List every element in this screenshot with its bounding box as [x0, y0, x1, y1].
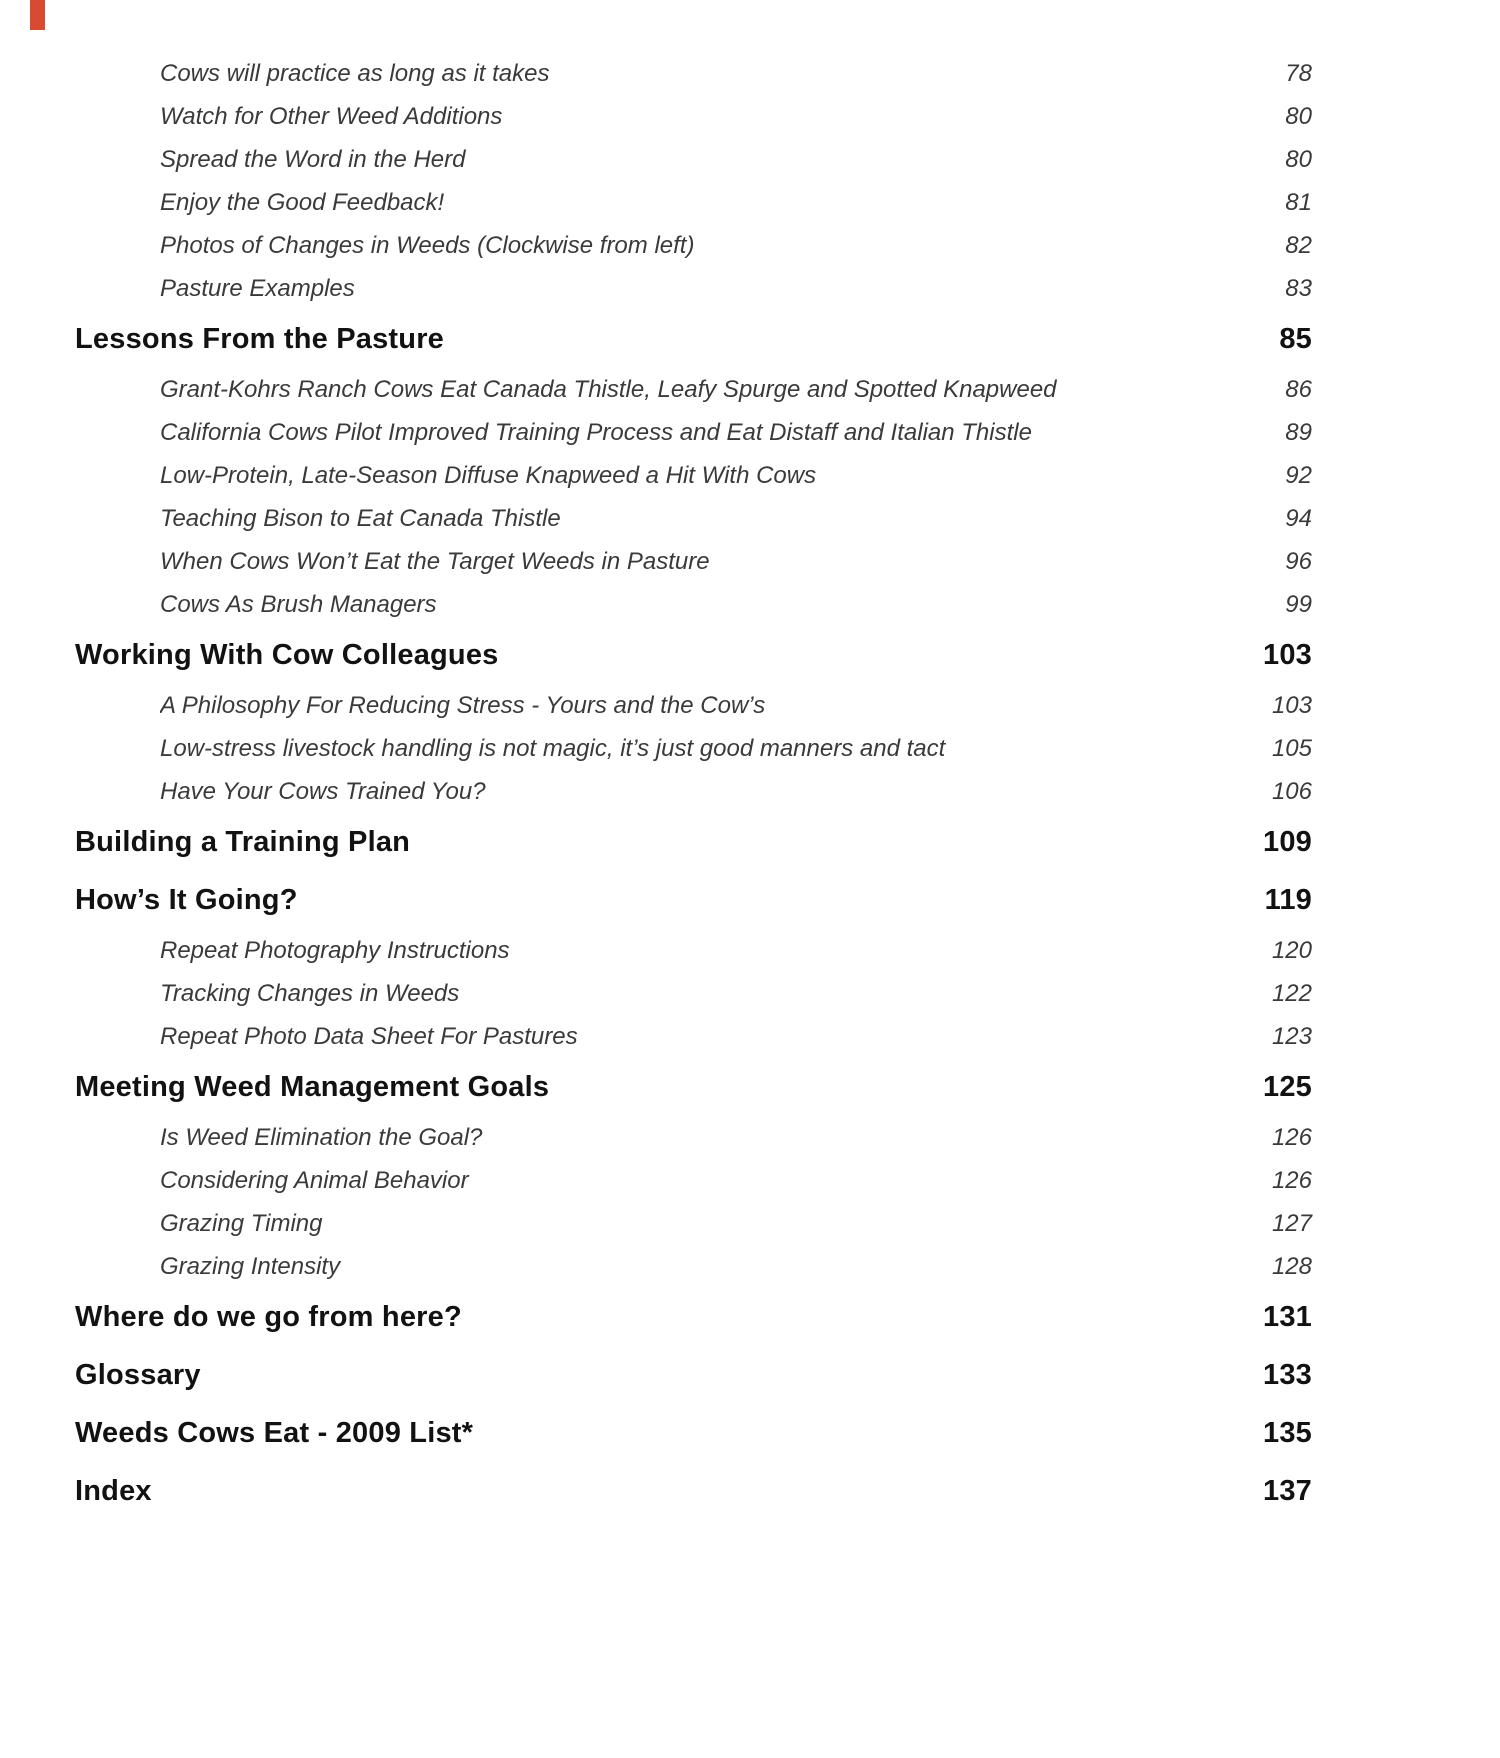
toc-heading-label: Weeds Cows Eat - 2009 List* [75, 1416, 474, 1449]
toc-entry-row [75, 368, 1312, 411]
toc-heading-page: 133 [1263, 1358, 1312, 1391]
toc-heading-row [75, 1346, 1312, 1404]
toc-entry-row [75, 454, 1312, 497]
toc-heading-page: 119 [1264, 883, 1312, 916]
toc-heading-label: Working With Cow Colleagues [75, 638, 499, 671]
toc-entry-label: Low-stress livestock handling is not magic, it’s just good manners and tact [160, 734, 946, 762]
toc-heading-label: Lessons From the Pasture [75, 322, 445, 355]
toc-entry-page: 86 [1285, 375, 1312, 403]
toc-entry-label: Have Your Cows Trained You? [160, 777, 486, 805]
toc-entry-row [75, 224, 1312, 267]
toc-heading-page: 135 [1263, 1416, 1312, 1449]
toc-heading-label: How’s It Going? [75, 883, 298, 916]
toc-entry-page: 82 [1285, 231, 1312, 259]
toc-entry-label: Spread the Word in the Herd [160, 145, 466, 173]
toc-entry-label: Repeat Photo Data Sheet For Pastures [160, 1022, 578, 1050]
toc-heading-row [75, 1288, 1312, 1346]
toc-heading-page: 125 [1263, 1070, 1312, 1103]
toc-entry-row [75, 770, 1312, 813]
toc-entry-label: Repeat Photography Instructions [160, 936, 510, 964]
toc-heading-label: Meeting Weed Management Goals [75, 1070, 550, 1103]
toc-entry-row [75, 95, 1312, 138]
toc-heading-label: Glossary [75, 1358, 201, 1391]
toc-entry-row [75, 52, 1312, 95]
toc-entry-row [75, 727, 1312, 770]
toc-entry-page: 123 [1271, 1022, 1312, 1050]
toc-entry-row [75, 1116, 1312, 1159]
toc-entry-label: Low-Protein, Late-Season Diffuse Knapweed a Hit With Cows [160, 461, 817, 489]
toc-list [75, 52, 1312, 1520]
toc-entry-page: 78 [1285, 59, 1312, 87]
toc-entry-page: 103 [1271, 691, 1312, 719]
toc-heading-page: 103 [1263, 638, 1312, 671]
toc-entry-page: 89 [1285, 418, 1312, 446]
toc-entry-label: Tracking Changes in Weeds [160, 979, 460, 1007]
toc-entry-row [75, 411, 1312, 454]
toc-entry-page: 126 [1271, 1123, 1312, 1151]
toc-entry-page: 80 [1285, 145, 1312, 173]
toc-entry-label: Grant-Kohrs Ranch Cows Eat Canada Thistle, Leafy Spurge and Spotted Knapweed [160, 375, 1057, 403]
toc-entry-label: Pasture Examples [160, 274, 355, 302]
toc-entry-page: 106 [1271, 777, 1312, 805]
toc-heading-page: 109 [1263, 825, 1312, 858]
toc-entry-label: Cows As Brush Managers [160, 590, 437, 618]
toc-entry-page: 126 [1271, 1166, 1312, 1194]
toc-entry-page: 120 [1271, 936, 1312, 964]
toc-heading-page: 85 [1279, 322, 1312, 355]
toc-heading-label: Index [75, 1474, 152, 1507]
toc-heading-label: Building a Training Plan [75, 825, 411, 858]
toc-heading-page: 137 [1263, 1474, 1312, 1507]
toc-entry-page: 83 [1285, 274, 1312, 302]
toc-entry-row [75, 267, 1312, 310]
toc-entry-label: Considering Animal Behavior [160, 1166, 469, 1194]
toc-entry-label: Photos of Changes in Weeds (Clockwise from left) [160, 231, 695, 259]
toc-entry-label: Is Weed Elimination the Goal? [160, 1123, 483, 1151]
toc-entry-label: A Philosophy For Reducing Stress - Yours and the Cow’s [160, 691, 766, 719]
toc-entry-row [75, 138, 1312, 181]
toc-entry-label: Grazing Intensity [160, 1252, 341, 1280]
toc-entry-page: 128 [1271, 1252, 1312, 1280]
toc-entry-row [75, 1015, 1312, 1058]
toc-entry-page: 122 [1271, 979, 1312, 1007]
toc-entry-page: 96 [1285, 547, 1312, 575]
toc-entry-page: 94 [1285, 504, 1312, 532]
toc-entry-row [75, 181, 1312, 224]
toc-entry-row [75, 1245, 1312, 1288]
toc-entry-row [75, 497, 1312, 540]
toc-entry-label: Grazing Timing [160, 1209, 323, 1237]
toc-entry-page: 81 [1285, 188, 1312, 216]
toc-entry-label: Cows will practice as long as it takes [160, 59, 550, 87]
toc-entry-label: California Cows Pilot Improved Training Process and Eat Distaff and Italian Thistle [160, 418, 1032, 446]
toc-entry-page: 92 [1285, 461, 1312, 489]
toc-entry-label: When Cows Won’t Eat the Target Weeds in Pasture [160, 547, 710, 575]
toc-heading-row [75, 813, 1312, 871]
toc-entry-row [75, 540, 1312, 583]
toc-entry-row [75, 929, 1312, 972]
toc-heading-label: Where do we go from here? [75, 1300, 462, 1333]
toc-entry-page: 127 [1271, 1209, 1312, 1237]
toc-heading-row [75, 1404, 1312, 1462]
toc-entry-row [75, 1159, 1312, 1202]
toc-entry-row [75, 684, 1312, 727]
toc-entry-row [75, 972, 1312, 1015]
red-corner-mark [30, 0, 45, 30]
toc-heading-row [75, 871, 1312, 929]
toc-heading-row [75, 310, 1312, 368]
toc-entry-page: 99 [1285, 590, 1312, 618]
toc-entry-label: Teaching Bison to Eat Canada Thistle [160, 504, 561, 532]
toc-entry-page: 80 [1285, 102, 1312, 130]
toc-entry-page: 105 [1271, 734, 1312, 762]
toc-entry-label: Watch for Other Weed Additions [160, 102, 503, 130]
toc-entry-row [75, 1202, 1312, 1245]
toc-heading-row [75, 626, 1312, 684]
toc-entry-label: Enjoy the Good Feedback! [160, 188, 445, 216]
toc-heading-row [75, 1058, 1312, 1116]
toc-heading-page: 131 [1263, 1300, 1312, 1333]
toc-heading-row [75, 1462, 1312, 1520]
toc-entry-row [75, 583, 1312, 626]
